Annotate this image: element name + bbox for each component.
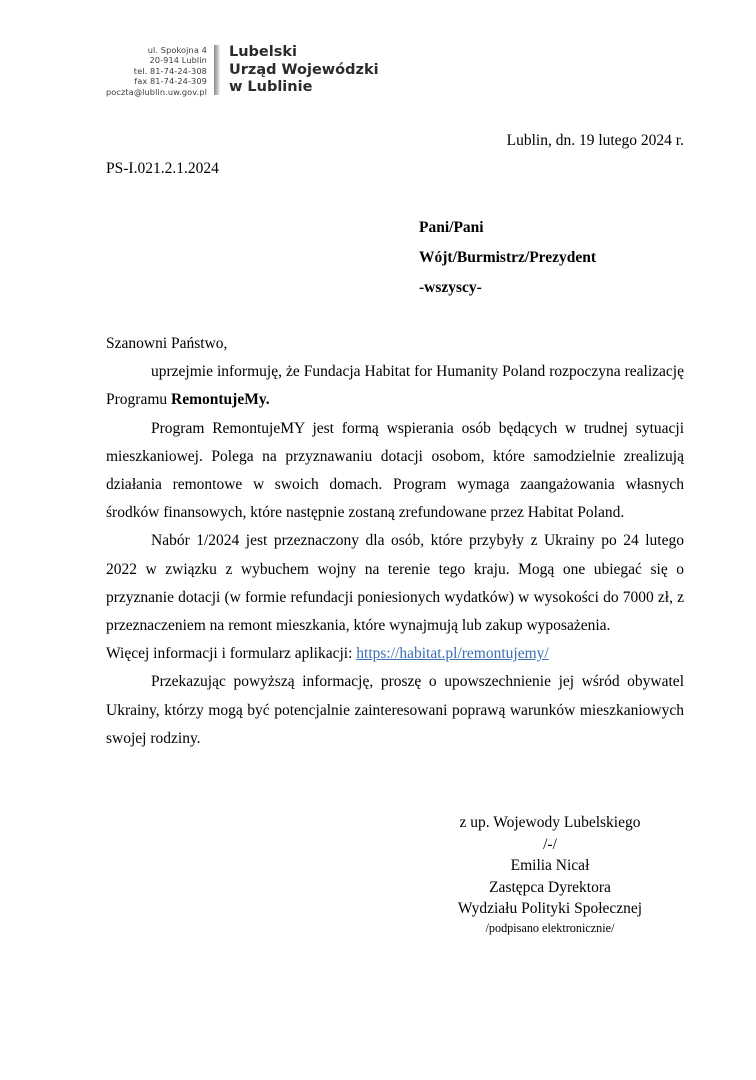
- letterhead-office-name-line-2: Urząd Wojewódzki: [228, 61, 379, 78]
- paragraph-intro: [106, 358, 684, 414]
- letterhead-address-line-4: fax 81-74-24-309: [134, 76, 207, 87]
- letterhead-address-block: [106, 44, 214, 97]
- letterhead-address-line-2: 20-914 Lublin: [149, 55, 207, 66]
- letterhead-email: poczta@lublin.uw.gov.pl: [106, 86, 207, 97]
- salutation: Szanowni Państwo,: [106, 335, 228, 352]
- electronic-signature-note: /podpisano elektronicznie/: [485, 920, 615, 935]
- paragraph-request: Przekazując powyższą informację, proszę o upowszechnienie jej wśród obywatel Ukrainy, którzy mogą być potencjalnie zainteresowani poprawą warunków mieszkaniowych swojej rodziny.: [106, 673, 684, 747]
- paragraph-recruitment-details: Nabór 1/2024 jest przeznaczony dla osób, które przybyły z Ukrainy po 24 lutego 2022 w związku z wybuchem wojny na terenie tego kraju. Mogą one ubiegać się o przyznanie dotacji (w formie refundacji poniesionych wydatków) w wysokości do 7000 zł, z przeznaczeniem na remont mieszkania, które wynajmują lub zakup wyposażenia.: [106, 532, 684, 635]
- program-name-bold: RemontujeMy.: [171, 391, 270, 409]
- more-info-label: Więcej informacji i formularz aplikacji:: [106, 645, 357, 663]
- paragraph-program-description: Program RemontujeMY jest formą wspierania osób będących w trudnej sytuacji mieszkaniowej. Polega na przyznawaniu dotacji osobom, które samodzielnie zrealizują działania remontowe w swoich domach. Program wymaga zaangażowania własnych środków finansowych, które następnie zostaną zrefundowane przez Habitat Poland.: [106, 419, 684, 522]
- signatory-name: Emilia Nicał: [510, 857, 590, 874]
- signatory-department: Wydziału Polityki Społecznej: [457, 900, 643, 917]
- letterhead: [106, 44, 379, 97]
- habitat-application-link[interactable]: https://habitat.pl/remontujemy/: [356, 645, 549, 663]
- letter-body: [106, 330, 684, 753]
- signature-on-behalf-of: z up. Wojewody Lubelskiego: [459, 814, 641, 831]
- paragraph-intro-text: uprzejmie informuję, że Fundacja Habitat for Humanity Poland rozpoczyna realizację Programu: [106, 363, 684, 409]
- letterhead-address-line-3: tel. 81-74-24-308: [133, 65, 207, 76]
- letterhead-office-name: [220, 44, 379, 97]
- addressee-salutation-line: Pani/Pani: [419, 219, 484, 236]
- signature-mark: /-/: [543, 835, 557, 853]
- place-and-date: Lublin, dn. 19 lutego 2024 r.: [506, 132, 684, 149]
- signature-block: [380, 812, 720, 937]
- signatory-position: Zastępca Dyrektora: [489, 878, 611, 896]
- paragraph-more-info: [106, 640, 684, 668]
- reference-number: PS-I.021.2.1.2024: [106, 160, 219, 177]
- addressee-block: [419, 213, 596, 303]
- addressee-scope-line: -wszyscy-: [419, 279, 482, 296]
- addressee-role-line: Wójt/Burmistrz/Prezydent: [419, 249, 597, 266]
- letterhead-address-line-1: ul. Spokojna 4: [147, 45, 207, 55]
- letterhead-office-name-line-1: Lubelski: [228, 44, 297, 60]
- letterhead-office-name-line-3: w Lublinie: [228, 79, 313, 95]
